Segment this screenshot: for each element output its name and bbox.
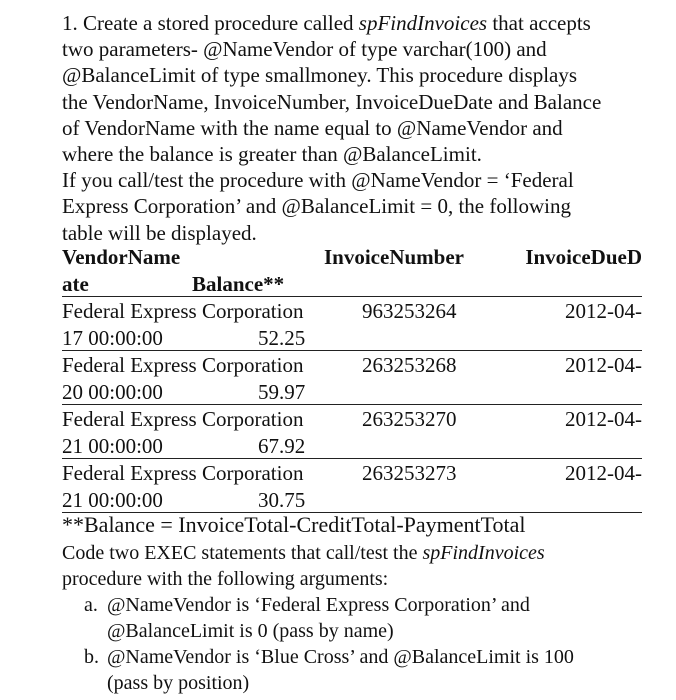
cell-date-end: 21 00:00:00 — [62, 487, 163, 512]
header-vendorname: VendorName — [62, 245, 181, 269]
cell-vendor: Federal Express Corporation — [62, 407, 304, 431]
intro-line: 1. Create a stored procedure called spFindInvoices that accepts — [62, 11, 591, 35]
cell-invoice: 263253268 — [362, 353, 457, 377]
exec-paragraph — [62, 540, 662, 592]
intro-line: table will be displayed. — [62, 220, 257, 245]
table-header-row-2 — [62, 270, 642, 297]
cell-date-end: 17 00:00:00 — [62, 325, 163, 350]
cell-vendor: Federal Express Corporation — [62, 353, 304, 377]
cell-date-start: 2012-04- — [565, 461, 642, 485]
table-row — [62, 351, 642, 378]
list-item: a. @NameVendor is ‘Federal Express Corporation’ and @BalanceLimit is 0 (pass by name) — [84, 594, 530, 642]
cell-balance: 59.97 — [258, 379, 306, 404]
intro-line: If you call/test the procedure with @NameVendor = ‘Federal — [62, 168, 574, 193]
cell-vendor: Federal Express Corporation — [62, 299, 304, 323]
intro-line: @BalanceLimit of type smallmoney. This procedure displays — [62, 63, 578, 88]
table-row-cont — [62, 324, 642, 351]
intro-line: of VendorName with the name equal to @NameVendor and — [62, 115, 563, 140]
table-row-cont — [62, 486, 642, 513]
intro-line: Express Corporation’ and @BalanceLimit = 0, the following — [62, 194, 572, 219]
cell-balance: 30.75 — [258, 487, 306, 512]
cell-invoice: 263253270 — [362, 407, 457, 431]
table-header-row — [62, 243, 642, 270]
header-invoiceduedate: InvoiceDueD — [525, 245, 642, 269]
exec-line: procedure with the following arguments: — [62, 568, 389, 590]
table-row — [62, 459, 642, 486]
cell-balance: 52.25 — [258, 325, 306, 350]
cell-date-end: 20 00:00:00 — [62, 379, 163, 404]
cell-balance: 67.92 — [258, 433, 306, 458]
cell-date-start: 2012-04- — [565, 407, 642, 431]
header-invoiceduedate-cont: ate — [62, 271, 89, 296]
table-row-cont — [62, 432, 642, 459]
cell-date-end: 21 00:00:00 — [62, 433, 163, 458]
cell-date-start: 2012-04- — [565, 353, 642, 377]
balance-footnote: **Balance = InvoiceTotal-CreditTotal-PaymentTotal — [62, 512, 526, 537]
intro-line: two parameters- @NameVendor of type varchar(100) and — [62, 37, 547, 62]
cell-invoice: 963253264 — [362, 299, 457, 323]
table-row — [62, 405, 642, 432]
cell-vendor: Federal Express Corporation — [62, 461, 304, 485]
intro-line: the VendorName, InvoiceNumber, InvoiceDueDate and Balance — [62, 89, 602, 114]
intro-paragraph — [62, 10, 652, 246]
cell-invoice: 263253273 — [362, 461, 457, 485]
header-balance: Balance** — [192, 271, 285, 296]
exec-line: Code two EXEC statements that call/test the spFindInvoices — [62, 542, 545, 564]
invoice-table — [62, 243, 642, 513]
intro-line: where the balance is greater than @BalanceLimit. — [62, 142, 482, 167]
cell-date-start: 2012-04- — [565, 299, 642, 323]
table-row — [62, 297, 642, 324]
header-invoicenumber: InvoiceNumber — [324, 245, 464, 269]
list-item: b. @NameVendor is ‘Blue Cross’ and @BalanceLimit is 100 (pass by position) — [84, 646, 574, 694]
list-marker: b. — [84, 646, 99, 668]
table-row-cont — [62, 378, 642, 405]
list-marker: a. — [84, 594, 98, 616]
exec-list — [84, 592, 664, 696]
